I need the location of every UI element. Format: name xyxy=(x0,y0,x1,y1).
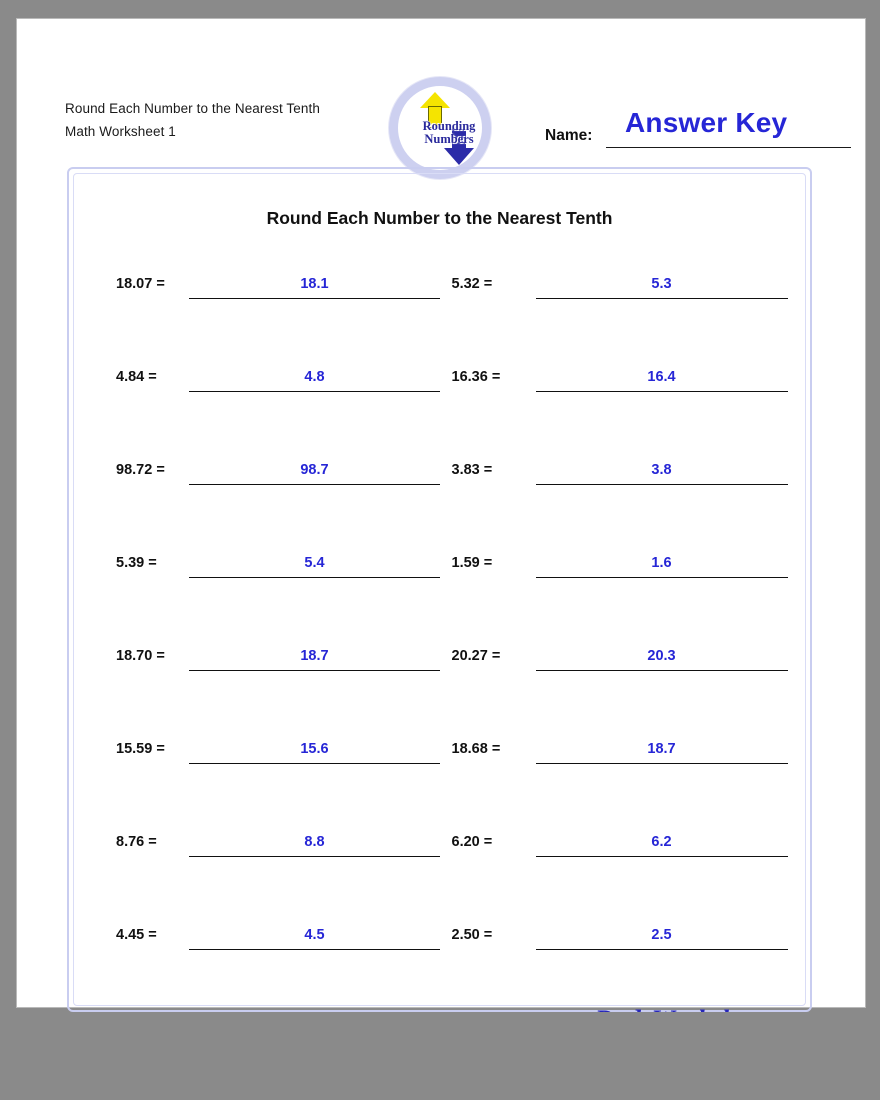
problem-row xyxy=(74,531,805,624)
answer-blank[interactable] xyxy=(189,925,439,950)
answer-value: 1.6 xyxy=(651,555,672,571)
page-title: Round Each Number to the Nearest Tenth xyxy=(266,208,613,228)
answer-value: 20.3 xyxy=(647,648,676,664)
answer-value: 18.1 xyxy=(300,276,329,292)
name-field-rule xyxy=(606,147,851,148)
problem-prompt: 4.84 = xyxy=(116,369,157,385)
answer-value: 5.4 xyxy=(304,555,325,571)
answer-blank[interactable] xyxy=(189,832,439,857)
worksheet-subtitle: Math Worksheet 1 xyxy=(65,124,176,139)
answer-blank[interactable] xyxy=(189,274,439,299)
problem-prompt: 1.59 = xyxy=(451,555,493,571)
problem-prompt: 18.07 = xyxy=(116,276,165,292)
problem-row xyxy=(74,903,805,996)
problem-cell xyxy=(440,345,806,438)
problem-cell xyxy=(440,810,806,903)
answer-blank[interactable] xyxy=(189,367,439,392)
rounding-numbers-logo xyxy=(389,77,491,179)
answer-blank[interactable] xyxy=(536,925,788,950)
problem-prompt: 20.27 = xyxy=(451,648,501,664)
answer-value: 3.8 xyxy=(651,462,672,478)
problem-cell xyxy=(74,345,440,438)
problems-panel xyxy=(67,167,812,1012)
problem-prompt: 18.70 = xyxy=(116,648,165,664)
problem-prompt: 15.59 = xyxy=(116,741,165,757)
problem-prompt: 16.36 = xyxy=(451,369,501,385)
problem-prompt: 18.68 = xyxy=(451,741,501,757)
logo-text xyxy=(398,120,500,146)
problem-prompt: 2.50 = xyxy=(451,927,493,943)
worksheet-header xyxy=(17,19,867,169)
answer-value: 4.8 xyxy=(304,369,325,385)
problem-prompt: 98.72 = xyxy=(116,462,165,478)
problem-cell xyxy=(74,531,440,624)
name-label: Name: xyxy=(545,127,593,144)
problem-cell xyxy=(74,438,440,531)
worksheet-title: Round Each Number to the Nearest Tenth xyxy=(65,101,320,116)
problem-cell xyxy=(440,438,806,531)
problem-cell xyxy=(440,252,806,345)
answer-value: 18.7 xyxy=(647,741,676,757)
problem-prompt: 5.32 = xyxy=(451,276,493,292)
problem-cell xyxy=(74,624,440,717)
answer-value: 98.7 xyxy=(300,462,329,478)
answer-blank[interactable] xyxy=(536,367,788,392)
answer-blank[interactable] xyxy=(536,460,788,485)
problem-row xyxy=(74,810,805,903)
problem-row xyxy=(74,438,805,531)
answer-value: 18.7 xyxy=(300,648,329,664)
answer-value: 16.4 xyxy=(647,369,676,385)
problem-row xyxy=(74,252,805,345)
problem-cell xyxy=(440,717,806,810)
problem-cell xyxy=(74,252,440,345)
answer-blank[interactable] xyxy=(189,553,439,578)
answer-value: 8.8 xyxy=(304,834,325,850)
problem-prompt: 8.76 = xyxy=(116,834,157,850)
answer-blank[interactable] xyxy=(536,646,788,671)
problem-prompt: 3.83 = xyxy=(451,462,493,478)
logo-text-line2: Numbers xyxy=(424,132,474,146)
answer-blank[interactable] xyxy=(189,460,439,485)
problems-panel-inner xyxy=(73,173,806,1006)
problem-row xyxy=(74,717,805,810)
worksheet-header-titles xyxy=(65,97,320,143)
problem-cell xyxy=(440,531,806,624)
problems-grid xyxy=(74,252,805,996)
problem-cell xyxy=(74,810,440,903)
problem-prompt: 4.45 = xyxy=(116,927,157,943)
answer-blank[interactable] xyxy=(536,832,788,857)
answer-blank[interactable] xyxy=(536,553,788,578)
problem-cell xyxy=(440,903,806,996)
answer-blank[interactable] xyxy=(189,739,439,764)
answer-blank[interactable] xyxy=(536,739,788,764)
answer-key-text: Answer Key xyxy=(625,107,788,138)
logo-text-line1: Rounding xyxy=(422,119,476,133)
problem-row xyxy=(74,624,805,717)
problem-row xyxy=(74,345,805,438)
answer-value: 4.5 xyxy=(304,927,325,943)
problem-cell xyxy=(74,717,440,810)
problem-prompt: 6.20 = xyxy=(451,834,493,850)
answer-blank[interactable] xyxy=(189,646,439,671)
answer-value: 5.3 xyxy=(651,276,672,292)
answer-value: 2.5 xyxy=(651,927,672,943)
viewport-bottom-cover xyxy=(0,1012,880,1100)
answer-value: 15.6 xyxy=(300,741,329,757)
answer-blank[interactable] xyxy=(536,274,788,299)
problem-cell xyxy=(74,903,440,996)
worksheet-sheet xyxy=(16,18,866,1008)
problem-prompt: 5.39 = xyxy=(116,555,157,571)
answer-value: 6.2 xyxy=(651,834,672,850)
problem-cell xyxy=(440,624,806,717)
